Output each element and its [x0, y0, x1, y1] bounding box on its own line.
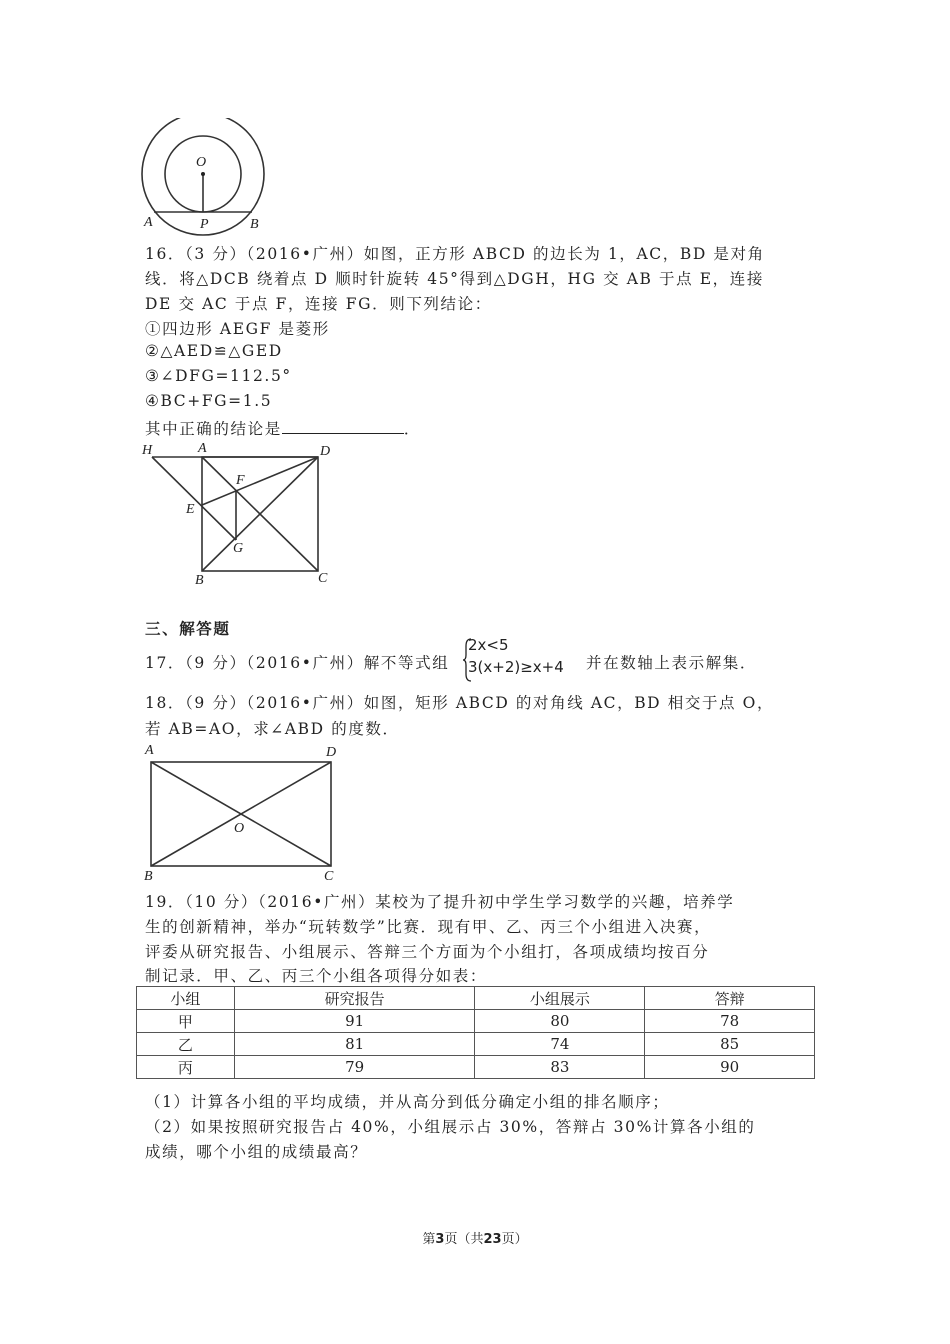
- q16-line1: 16．（3 分）（2016•广州）如图，正方形 ABCD 的边长为 1，AC，BD 是对角: [145, 245, 765, 263]
- answer-blank: [282, 419, 404, 434]
- label-d: D: [326, 745, 337, 760]
- label-c: C: [318, 571, 328, 586]
- table-cell: 丙: [137, 1056, 235, 1079]
- table-cell: 81: [234, 1033, 475, 1056]
- table-header: 研究报告: [234, 987, 475, 1010]
- table-header: 小组展示: [475, 987, 645, 1010]
- table-row: [137, 1033, 815, 1056]
- answer-prompt: 其中正确的结论是: [145, 420, 282, 438]
- table-header: 答辩: [645, 987, 815, 1010]
- q19-line1: 19．（10 分）（2016•广州）某校为了提升初中学生学习数学的兴趣，培养学: [145, 893, 735, 911]
- label-h: H: [142, 443, 153, 458]
- inequality-2: 3(x+2)≥x+4: [468, 658, 564, 676]
- table-header: 小组: [137, 987, 235, 1010]
- q19-sub1: （1）计算各小组的平均成绩，并从高分到低分确定小组的排名顺序；: [145, 1093, 670, 1111]
- label-c: C: [324, 869, 334, 884]
- q19-line2: 生的创新精神，举办“玩转数学”比赛．现有甲、乙、丙三个小组进入决赛，: [145, 918, 712, 936]
- table-cell: 甲: [137, 1010, 235, 1033]
- table-header-row: [137, 987, 815, 1010]
- table-cell: 79: [234, 1056, 475, 1079]
- q16-option-1: ①四边形 AEGF 是菱形: [145, 320, 330, 338]
- q16-option-3: ③∠DFG=112.5°: [145, 367, 292, 385]
- label-g: G: [233, 541, 244, 556]
- label-b: B: [195, 573, 204, 588]
- square-rotation-figure: [140, 438, 340, 588]
- table-row: [137, 1056, 815, 1079]
- score-table: [136, 986, 815, 1079]
- table-cell: 78: [645, 1010, 815, 1033]
- page-footer: 第3页（共23页）: [422, 1232, 528, 1247]
- label-d: D: [320, 444, 331, 459]
- label-p: P: [200, 217, 209, 232]
- label-b: B: [144, 869, 153, 884]
- label-a: A: [144, 215, 153, 230]
- q16-answer-line: 其中正确的结论是 ．: [145, 420, 421, 438]
- q19-sub2-line2: 成绩，哪个小组的成绩最高？: [145, 1143, 368, 1161]
- label-a: A: [198, 441, 207, 456]
- table-cell: 乙: [137, 1033, 235, 1056]
- total-pages: 23: [483, 1232, 502, 1247]
- inequality-system: [468, 636, 564, 680]
- section-title: 三、解答题: [145, 620, 231, 638]
- q18-line1: 18．（9 分）（2016•广州）如图，矩形 ABCD 的对角线 AC，BD 相交于点 O，: [145, 694, 775, 712]
- rectangle-diagonals-figure: [140, 740, 350, 885]
- table-cell: 90: [645, 1056, 815, 1079]
- table-cell: 85: [645, 1033, 815, 1056]
- q19-sub2-line1: （2）如果按照研究报告占 40%，小组展示占 30%，答辩占 30%计算各小组的: [145, 1118, 756, 1136]
- inequality-1: 2x<5: [468, 636, 509, 654]
- q17-suffix: 并在数轴上表示解集．: [586, 654, 758, 672]
- label-o: O: [196, 155, 207, 170]
- q16-line3: DE 交 AC 于点 F，连接 FG．则下列结论：: [145, 295, 492, 313]
- q17-prefix: 17．（9 分）（2016•广州）解不等式组: [145, 654, 450, 672]
- label-e: E: [186, 502, 195, 517]
- q16-line2: 线．将△DCB 绕着点 D 顺时针旋转 45°得到△DGH，HG 交 AB 于点 E，连接: [145, 270, 764, 288]
- table-cell: 74: [475, 1033, 645, 1056]
- table-cell: 91: [234, 1010, 475, 1033]
- label-a: A: [145, 743, 154, 758]
- concentric-circles-figure: [138, 118, 273, 236]
- q16-option-4: ④BC+FG=1.5: [145, 392, 273, 410]
- table-row: [137, 1010, 815, 1033]
- q19-line3: 评委从研究报告、小组展示、答辩三个方面为个小组打，各项成绩均按百分: [145, 943, 710, 961]
- q19-line4: 制记录．甲、乙、丙三个小组各项得分如表：: [145, 967, 488, 985]
- table-cell: 83: [475, 1056, 645, 1079]
- q18-line2: 若 AB=AO，求∠ABD 的度数．: [145, 720, 400, 738]
- table-cell: 80: [475, 1010, 645, 1033]
- label-f: F: [236, 473, 245, 488]
- q16-option-2: ②△AED≌△GED: [145, 342, 283, 360]
- label-b: B: [250, 217, 259, 232]
- label-o: O: [234, 821, 245, 836]
- page-number: 3: [435, 1232, 445, 1247]
